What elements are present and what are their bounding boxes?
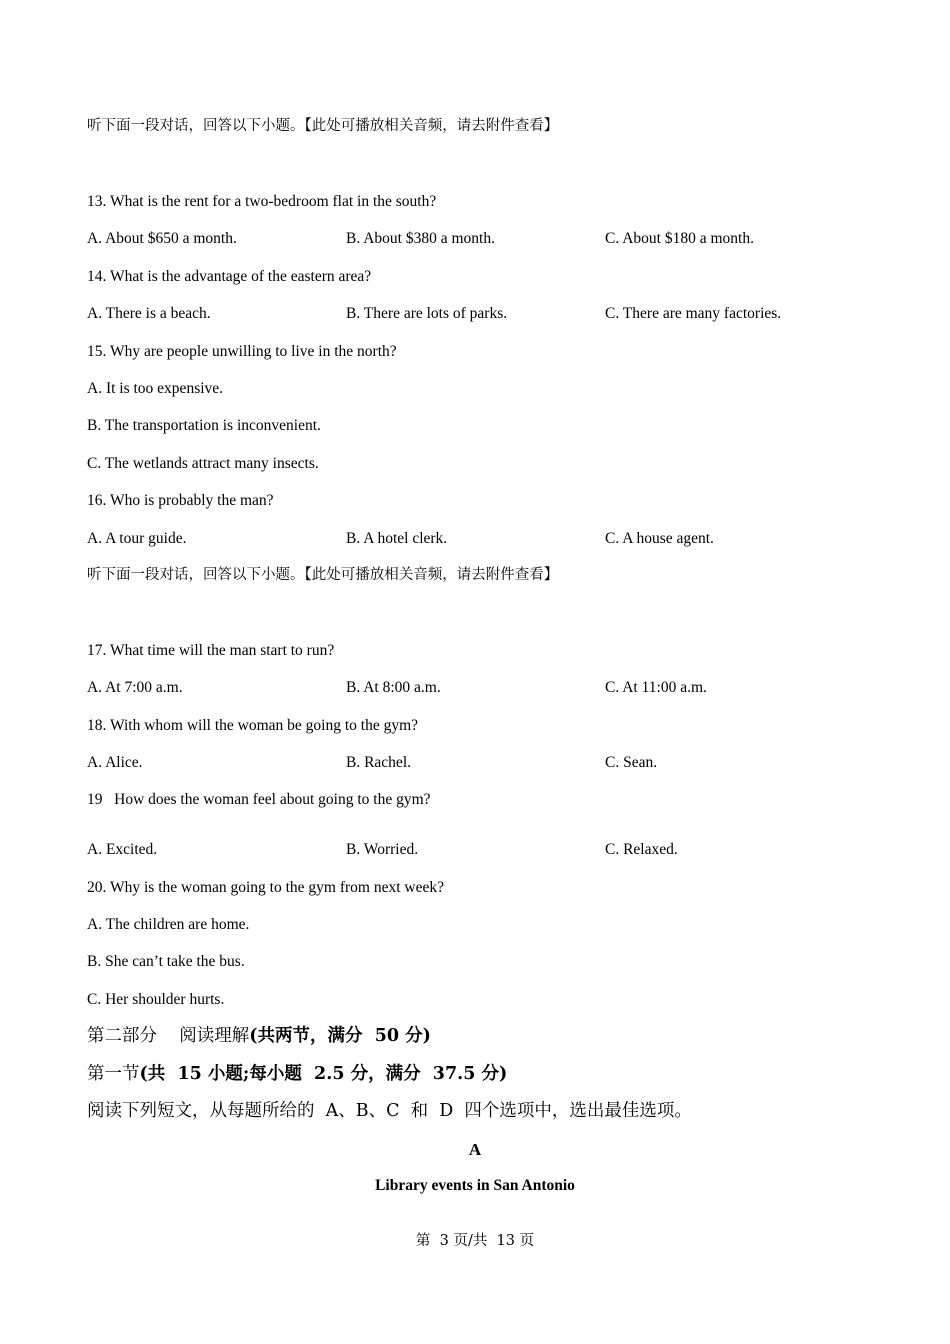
question-14-option-a: A. There is a beach. — [87, 305, 211, 322]
question-20-option-a: A. The children are home. — [87, 916, 250, 933]
listening-instruction: 听下面一段对话，回答以下小题。【此处可播放相关音频，请去附件查看】 — [87, 567, 559, 583]
question-18-option-a: A. Alice. — [87, 754, 143, 771]
passage-letter: A — [468, 1140, 482, 1159]
page-footer: 第 3 页/共 13 页 — [415, 1233, 535, 1249]
question-19-option-c: C. Relaxed. — [605, 841, 678, 858]
question-17-option-a: A. At 7:00 a.m. — [87, 679, 183, 696]
question-18-stem: 18. With whom will the woman be going to the gym? — [87, 717, 419, 734]
part-two-heading — [87, 1024, 431, 1048]
part-two-heading-score: (共两节，满分 50 分) — [249, 1026, 431, 1046]
question-15-stem: 15. Why are people unwilling to live in the north? — [87, 343, 397, 360]
part-two-heading-label: 第二部分 阅读理解 — [87, 1026, 250, 1046]
question-13-option-b: B. About $380 a month. — [346, 230, 495, 247]
question-16-option-a: A. A tour guide. — [87, 530, 187, 547]
question-13-option-a: A. About $650 a month. — [87, 230, 237, 247]
question-15-option-b: B. The transportation is inconvenient. — [87, 417, 321, 434]
question-16-option-b: B. A hotel clerk. — [346, 530, 448, 547]
question-15-option-c: C. The wetlands attract many insects. — [87, 455, 319, 472]
listening-instruction: 听下面一段对话，回答以下小题。【此处可播放相关音频，请去附件查看】 — [87, 118, 559, 134]
question-19-option-b: B. Worried. — [346, 841, 419, 858]
question-16-stem: 16. Who is probably the man? — [87, 492, 274, 509]
question-17-option-c: C. At 11:00 a.m. — [605, 679, 707, 696]
question-20-option-b: B. She can’t take the bus. — [87, 953, 245, 970]
question-19-option-a: A. Excited. — [87, 841, 158, 858]
passage-title: Library events in San Antonio — [375, 1177, 575, 1194]
question-14-option-b: B. There are lots of parks. — [346, 305, 508, 322]
question-17-stem: 17. What time will the man start to run? — [87, 642, 335, 659]
question-17-option-b: B. At 8:00 a.m. — [346, 679, 441, 696]
section-one-heading — [87, 1062, 507, 1086]
section-one-heading-label: 第一节 — [87, 1064, 140, 1084]
question-18-option-c: C. Sean. — [605, 754, 658, 771]
question-14-option-c: C. There are many factories. — [605, 305, 782, 322]
section-one-heading-score: (共 15 小题;每小题 2.5 分，满分 37.5 分) — [139, 1064, 508, 1084]
question-14-stem: 14. What is the advantage of the eastern area? — [87, 268, 372, 285]
question-18-option-b: B. Rachel. — [346, 754, 411, 771]
question-13-option-c: C. About $180 a month. — [605, 230, 754, 247]
question-15-option-a: A. It is too expensive. — [87, 380, 224, 397]
question-13-stem: 13. What is the rent for a two-bedroom flat in the south? — [87, 193, 437, 210]
reading-direction: 阅读下列短文，从每题所给的 A、B、C 和 D 四个选项中，选出最佳选项。 — [87, 1101, 692, 1121]
question-16-option-c: C. A house agent. — [605, 530, 714, 547]
question-19-stem: 19 How does the woman feel about going to the gym? — [87, 791, 431, 808]
question-20-option-c: C. Her shoulder hurts. — [87, 991, 225, 1008]
question-20-stem: 20. Why is the woman going to the gym from next week? — [87, 879, 445, 896]
